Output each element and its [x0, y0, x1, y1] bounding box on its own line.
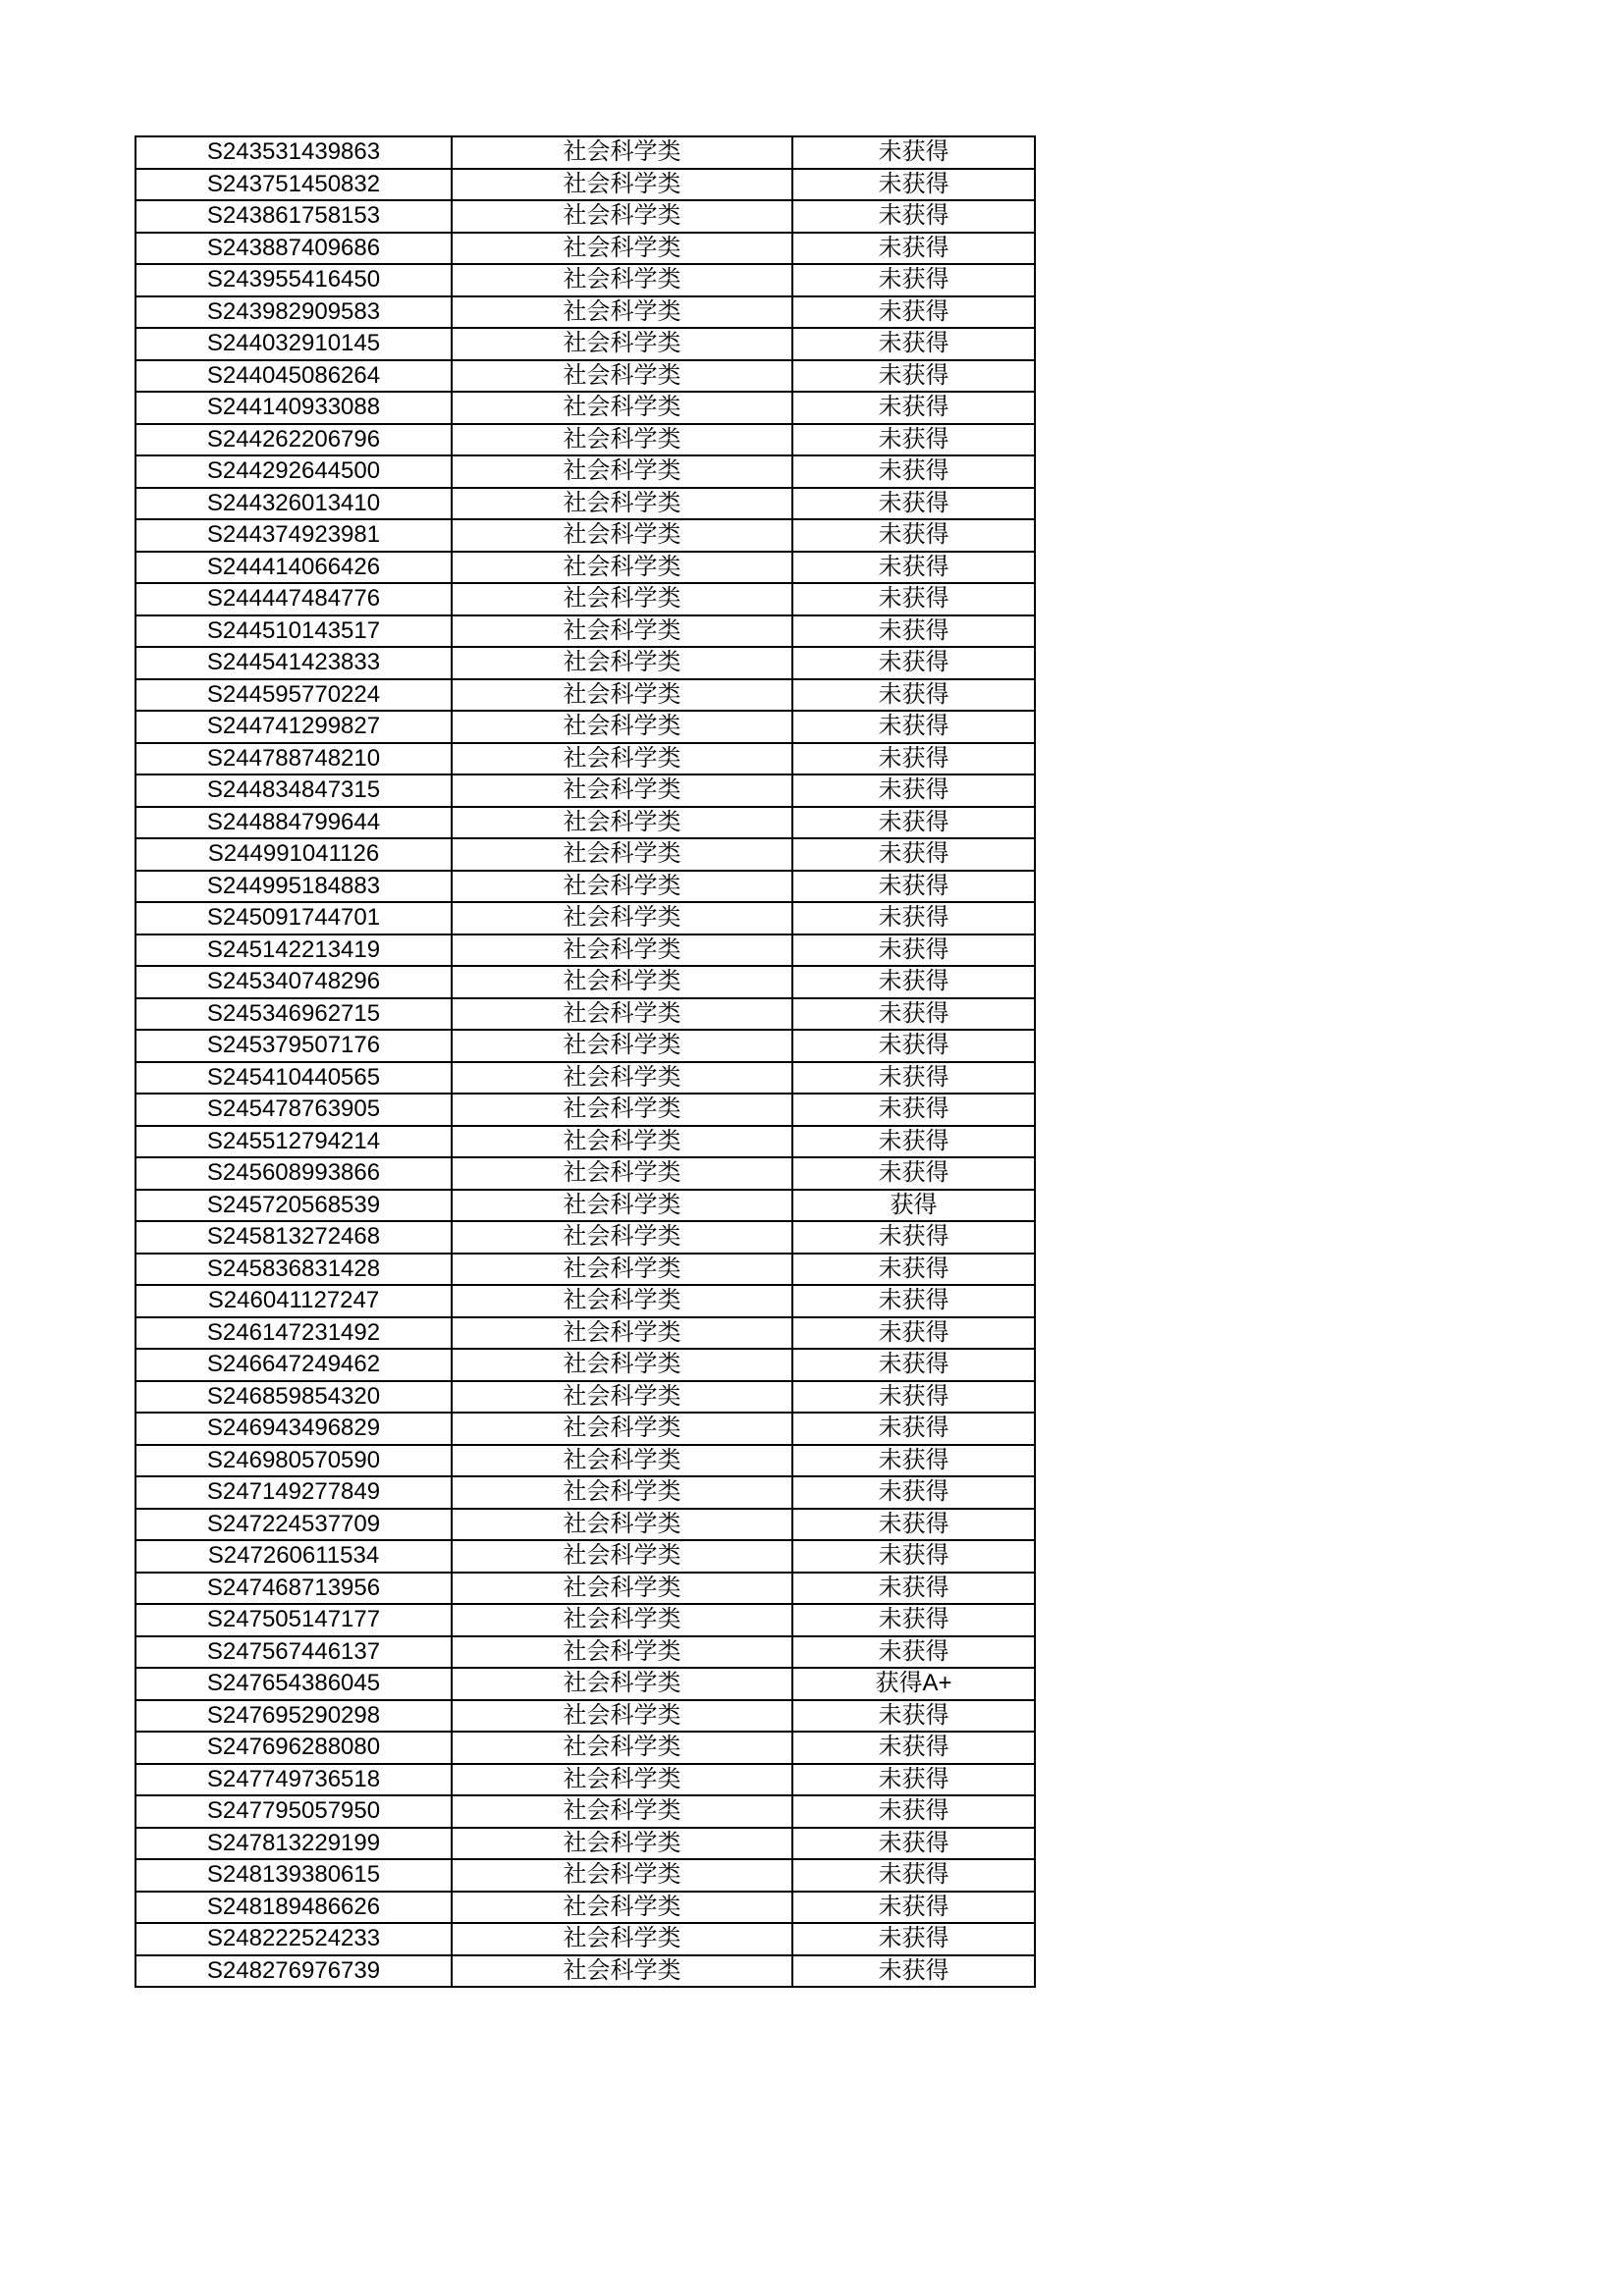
cell-student-id: S248189486626: [135, 1892, 452, 1924]
cell-category: 社会科学类: [452, 455, 792, 488]
cell-category: 社会科学类: [452, 1094, 792, 1126]
table-row: [135, 1668, 1035, 1700]
cell-result: 未获得: [792, 902, 1035, 934]
cell-student-id: S243751450832: [135, 169, 452, 201]
table-row: [135, 1030, 1035, 1062]
cell-result: 未获得: [792, 1157, 1035, 1190]
cell-result: 获得: [792, 1190, 1035, 1222]
table-row: [135, 488, 1035, 520]
cell-category: 社会科学类: [452, 1604, 792, 1636]
cell-student-id: S247260611534: [135, 1540, 452, 1573]
table-row: [135, 966, 1035, 998]
cell-student-id: S247224537709: [135, 1509, 452, 1541]
table-row: [135, 902, 1035, 934]
cell-result: 未获得: [792, 519, 1035, 552]
table-row: [135, 1062, 1035, 1095]
cell-category: 社会科学类: [452, 328, 792, 360]
cell-category: 社会科学类: [452, 1062, 792, 1095]
table-row: [135, 1859, 1035, 1892]
cell-result: 未获得: [792, 1795, 1035, 1828]
cell-result: 未获得: [792, 838, 1035, 871]
cell-student-id: S246647249462: [135, 1349, 452, 1381]
cell-result: 未获得: [792, 552, 1035, 584]
cell-student-id: S247468713956: [135, 1573, 452, 1605]
cell-result: 未获得: [792, 774, 1035, 807]
cell-category: 社会科学类: [452, 136, 792, 169]
table-row: [135, 1094, 1035, 1126]
cell-student-id: S246943496829: [135, 1413, 452, 1445]
cell-student-id: S244741299827: [135, 711, 452, 743]
table-row: [135, 1923, 1035, 1955]
cell-category: 社会科学类: [452, 360, 792, 393]
table-row: [135, 1254, 1035, 1286]
table-row: [135, 679, 1035, 712]
cell-student-id: S247813229199: [135, 1828, 452, 1860]
cell-student-id: S247654386045: [135, 1668, 452, 1700]
table-row: [135, 743, 1035, 775]
cell-result: 未获得: [792, 1859, 1035, 1892]
cell-student-id: S244510143517: [135, 615, 452, 648]
cell-result: 未获得: [792, 711, 1035, 743]
cell-result: 未获得: [792, 360, 1035, 393]
cell-category: 社会科学类: [452, 1349, 792, 1381]
cell-student-id: S244414066426: [135, 552, 452, 584]
cell-result: 未获得: [792, 1445, 1035, 1477]
table-row: [135, 1221, 1035, 1254]
cell-result: 未获得: [792, 200, 1035, 233]
cell-category: 社会科学类: [452, 552, 792, 584]
cell-student-id: S243982909583: [135, 296, 452, 329]
cell-result: 未获得: [792, 966, 1035, 998]
cell-result: 未获得: [792, 264, 1035, 296]
cell-result: 未获得: [792, 1828, 1035, 1860]
cell-student-id: S247696288080: [135, 1732, 452, 1764]
cell-result: 未获得: [792, 1509, 1035, 1541]
table-row: [135, 455, 1035, 488]
cell-category: 社会科学类: [452, 902, 792, 934]
cell-category: 社会科学类: [452, 424, 792, 456]
cell-student-id: S248222524233: [135, 1923, 452, 1955]
table-row: [135, 711, 1035, 743]
cell-category: 社会科学类: [452, 615, 792, 648]
cell-category: 社会科学类: [452, 647, 792, 679]
cell-category: 社会科学类: [452, 1254, 792, 1286]
table-row: [135, 328, 1035, 360]
cell-student-id: S243531439863: [135, 136, 452, 169]
cell-result: 未获得: [792, 1094, 1035, 1126]
cell-result: 未获得: [792, 1030, 1035, 1062]
cell-category: 社会科学类: [452, 1317, 792, 1350]
table-row: [135, 871, 1035, 903]
cell-category: 社会科学类: [452, 1732, 792, 1764]
cell-result: 未获得: [792, 807, 1035, 839]
cell-category: 社会科学类: [452, 1668, 792, 1700]
cell-result: 未获得: [792, 647, 1035, 679]
cell-student-id: S244292644500: [135, 455, 452, 488]
table-row: [135, 264, 1035, 296]
cell-category: 社会科学类: [452, 1157, 792, 1190]
grades-table: [135, 135, 1036, 1988]
cell-result: 未获得: [792, 1636, 1035, 1669]
cell-result: 未获得: [792, 455, 1035, 488]
table-row: [135, 1445, 1035, 1477]
table-row: [135, 233, 1035, 265]
cell-result: 未获得: [792, 615, 1035, 648]
cell-student-id: S243887409686: [135, 233, 452, 265]
cell-result: 未获得: [792, 296, 1035, 329]
cell-student-id: S245608993866: [135, 1157, 452, 1190]
cell-student-id: S245142213419: [135, 934, 452, 967]
cell-category: 社会科学类: [452, 1540, 792, 1573]
cell-result: 未获得: [792, 169, 1035, 201]
cell-category: 社会科学类: [452, 1509, 792, 1541]
cell-student-id: S245478763905: [135, 1094, 452, 1126]
cell-student-id: S248139380615: [135, 1859, 452, 1892]
table-row: [135, 519, 1035, 552]
cell-result: 获得A+: [792, 1668, 1035, 1700]
cell-student-id: S244045086264: [135, 360, 452, 393]
cell-result: 未获得: [792, 1349, 1035, 1381]
cell-student-id: S247505147177: [135, 1604, 452, 1636]
cell-result: 未获得: [792, 1764, 1035, 1796]
cell-student-id: S246980570590: [135, 1445, 452, 1477]
cell-category: 社会科学类: [452, 1381, 792, 1414]
cell-student-id: S248276976739: [135, 1955, 452, 1988]
table-row: [135, 647, 1035, 679]
cell-student-id: S244884799644: [135, 807, 452, 839]
cell-category: 社会科学类: [452, 1764, 792, 1796]
cell-category: 社会科学类: [452, 807, 792, 839]
cell-student-id: S244140933088: [135, 392, 452, 424]
cell-student-id: S244541423833: [135, 647, 452, 679]
cell-result: 未获得: [792, 1221, 1035, 1254]
table-row: [135, 1157, 1035, 1190]
cell-category: 社会科学类: [452, 838, 792, 871]
cell-result: 未获得: [792, 1540, 1035, 1573]
table-row: [135, 1892, 1035, 1924]
cell-student-id: S244595770224: [135, 679, 452, 712]
cell-result: 未获得: [792, 1317, 1035, 1350]
table-row: [135, 200, 1035, 233]
cell-result: 未获得: [792, 998, 1035, 1031]
table-row: [135, 1126, 1035, 1158]
cell-category: 社会科学类: [452, 583, 792, 615]
cell-category: 社会科学类: [452, 966, 792, 998]
cell-student-id: S244995184883: [135, 871, 452, 903]
cell-result: 未获得: [792, 1892, 1035, 1924]
cell-student-id: S245091744701: [135, 902, 452, 934]
cell-result: 未获得: [792, 328, 1035, 360]
cell-category: 社会科学类: [452, 1859, 792, 1892]
cell-category: 社会科学类: [452, 1030, 792, 1062]
cell-result: 未获得: [792, 1381, 1035, 1414]
table-row: [135, 583, 1035, 615]
cell-student-id: S243861758153: [135, 200, 452, 233]
cell-category: 社会科学类: [452, 1190, 792, 1222]
cell-category: 社会科学类: [452, 1445, 792, 1477]
cell-category: 社会科学类: [452, 1285, 792, 1317]
cell-result: 未获得: [792, 1413, 1035, 1445]
cell-student-id: S247567446137: [135, 1636, 452, 1669]
cell-result: 未获得: [792, 233, 1035, 265]
table-row: [135, 807, 1035, 839]
table-row: [135, 1604, 1035, 1636]
cell-student-id: S246041127247: [135, 1285, 452, 1317]
cell-category: 社会科学类: [452, 1955, 792, 1988]
cell-category: 社会科学类: [452, 774, 792, 807]
cell-student-id: S247695290298: [135, 1700, 452, 1733]
table-row: [135, 1413, 1035, 1445]
cell-result: 未获得: [792, 1732, 1035, 1764]
cell-result: 未获得: [792, 1254, 1035, 1286]
cell-category: 社会科学类: [452, 488, 792, 520]
table-row: [135, 1764, 1035, 1796]
cell-category: 社会科学类: [452, 233, 792, 265]
table-row: [135, 1476, 1035, 1509]
cell-category: 社会科学类: [452, 1700, 792, 1733]
cell-result: 未获得: [792, 1923, 1035, 1955]
cell-student-id: S244032910145: [135, 328, 452, 360]
cell-result: 未获得: [792, 424, 1035, 456]
table-row: [135, 296, 1035, 329]
cell-result: 未获得: [792, 679, 1035, 712]
cell-student-id: S245379507176: [135, 1030, 452, 1062]
table-row: [135, 1636, 1035, 1669]
cell-result: 未获得: [792, 934, 1035, 967]
cell-student-id: S247749736518: [135, 1764, 452, 1796]
table-row: [135, 1285, 1035, 1317]
cell-result: 未获得: [792, 1573, 1035, 1605]
cell-student-id: S244447484776: [135, 583, 452, 615]
cell-category: 社会科学类: [452, 998, 792, 1031]
cell-category: 社会科学类: [452, 392, 792, 424]
table-row: [135, 1509, 1035, 1541]
cell-student-id: S245836831428: [135, 1254, 452, 1286]
table-row: [135, 136, 1035, 169]
cell-result: 未获得: [792, 136, 1035, 169]
table-row: [135, 1540, 1035, 1573]
table-row: [135, 1349, 1035, 1381]
table-row: [135, 615, 1035, 648]
cell-result: 未获得: [792, 1285, 1035, 1317]
cell-student-id: S244991041126: [135, 838, 452, 871]
cell-student-id: S245410440565: [135, 1062, 452, 1095]
cell-result: 未获得: [792, 1126, 1035, 1158]
cell-student-id: S244326013410: [135, 488, 452, 520]
table-row: [135, 998, 1035, 1031]
cell-result: 未获得: [792, 1476, 1035, 1509]
cell-student-id: S245813272468: [135, 1221, 452, 1254]
cell-result: 未获得: [792, 1062, 1035, 1095]
cell-result: 未获得: [792, 392, 1035, 424]
cell-category: 社会科学类: [452, 1413, 792, 1445]
grades-table-container: [135, 135, 1028, 1988]
table-row: [135, 424, 1035, 456]
cell-result: 未获得: [792, 871, 1035, 903]
cell-category: 社会科学类: [452, 1828, 792, 1860]
cell-result: 未获得: [792, 488, 1035, 520]
cell-category: 社会科学类: [452, 200, 792, 233]
cell-category: 社会科学类: [452, 1476, 792, 1509]
table-row: [135, 1573, 1035, 1605]
cell-student-id: S247795057950: [135, 1795, 452, 1828]
table-row: [135, 552, 1035, 584]
cell-result: 未获得: [792, 583, 1035, 615]
table-row: [135, 1317, 1035, 1350]
cell-student-id: S243955416450: [135, 264, 452, 296]
cell-student-id: S245340748296: [135, 966, 452, 998]
cell-student-id: S245346962715: [135, 998, 452, 1031]
cell-student-id: S246147231492: [135, 1317, 452, 1350]
table-row: [135, 1955, 1035, 1988]
cell-result: 未获得: [792, 1955, 1035, 1988]
cell-category: 社会科学类: [452, 679, 792, 712]
cell-category: 社会科学类: [452, 934, 792, 967]
cell-student-id: S244262206796: [135, 424, 452, 456]
cell-category: 社会科学类: [452, 743, 792, 775]
cell-student-id: S245512794214: [135, 1126, 452, 1158]
table-row: [135, 392, 1035, 424]
cell-category: 社会科学类: [452, 1795, 792, 1828]
grades-table-body: [135, 136, 1035, 1987]
cell-category: 社会科学类: [452, 1573, 792, 1605]
table-row: [135, 1381, 1035, 1414]
cell-category: 社会科学类: [452, 1221, 792, 1254]
table-row: [135, 1795, 1035, 1828]
cell-category: 社会科学类: [452, 1126, 792, 1158]
cell-student-id: S247149277849: [135, 1476, 452, 1509]
cell-category: 社会科学类: [452, 1636, 792, 1669]
table-row: [135, 1190, 1035, 1222]
table-row: [135, 169, 1035, 201]
cell-student-id: S246859854320: [135, 1381, 452, 1414]
cell-category: 社会科学类: [452, 264, 792, 296]
cell-student-id: S244374923981: [135, 519, 452, 552]
cell-category: 社会科学类: [452, 1892, 792, 1924]
cell-result: 未获得: [792, 1604, 1035, 1636]
table-row: [135, 360, 1035, 393]
table-row: [135, 838, 1035, 871]
cell-student-id: S244788748210: [135, 743, 452, 775]
cell-category: 社会科学类: [452, 169, 792, 201]
table-row: [135, 774, 1035, 807]
table-row: [135, 934, 1035, 967]
cell-category: 社会科学类: [452, 519, 792, 552]
cell-category: 社会科学类: [452, 711, 792, 743]
cell-category: 社会科学类: [452, 871, 792, 903]
table-row: [135, 1732, 1035, 1764]
table-row: [135, 1828, 1035, 1860]
table-row: [135, 1700, 1035, 1733]
cell-result: 未获得: [792, 1700, 1035, 1733]
cell-result: 未获得: [792, 743, 1035, 775]
cell-student-id: S244834847315: [135, 774, 452, 807]
cell-category: 社会科学类: [452, 296, 792, 329]
cell-category: 社会科学类: [452, 1923, 792, 1955]
cell-student-id: S245720568539: [135, 1190, 452, 1222]
